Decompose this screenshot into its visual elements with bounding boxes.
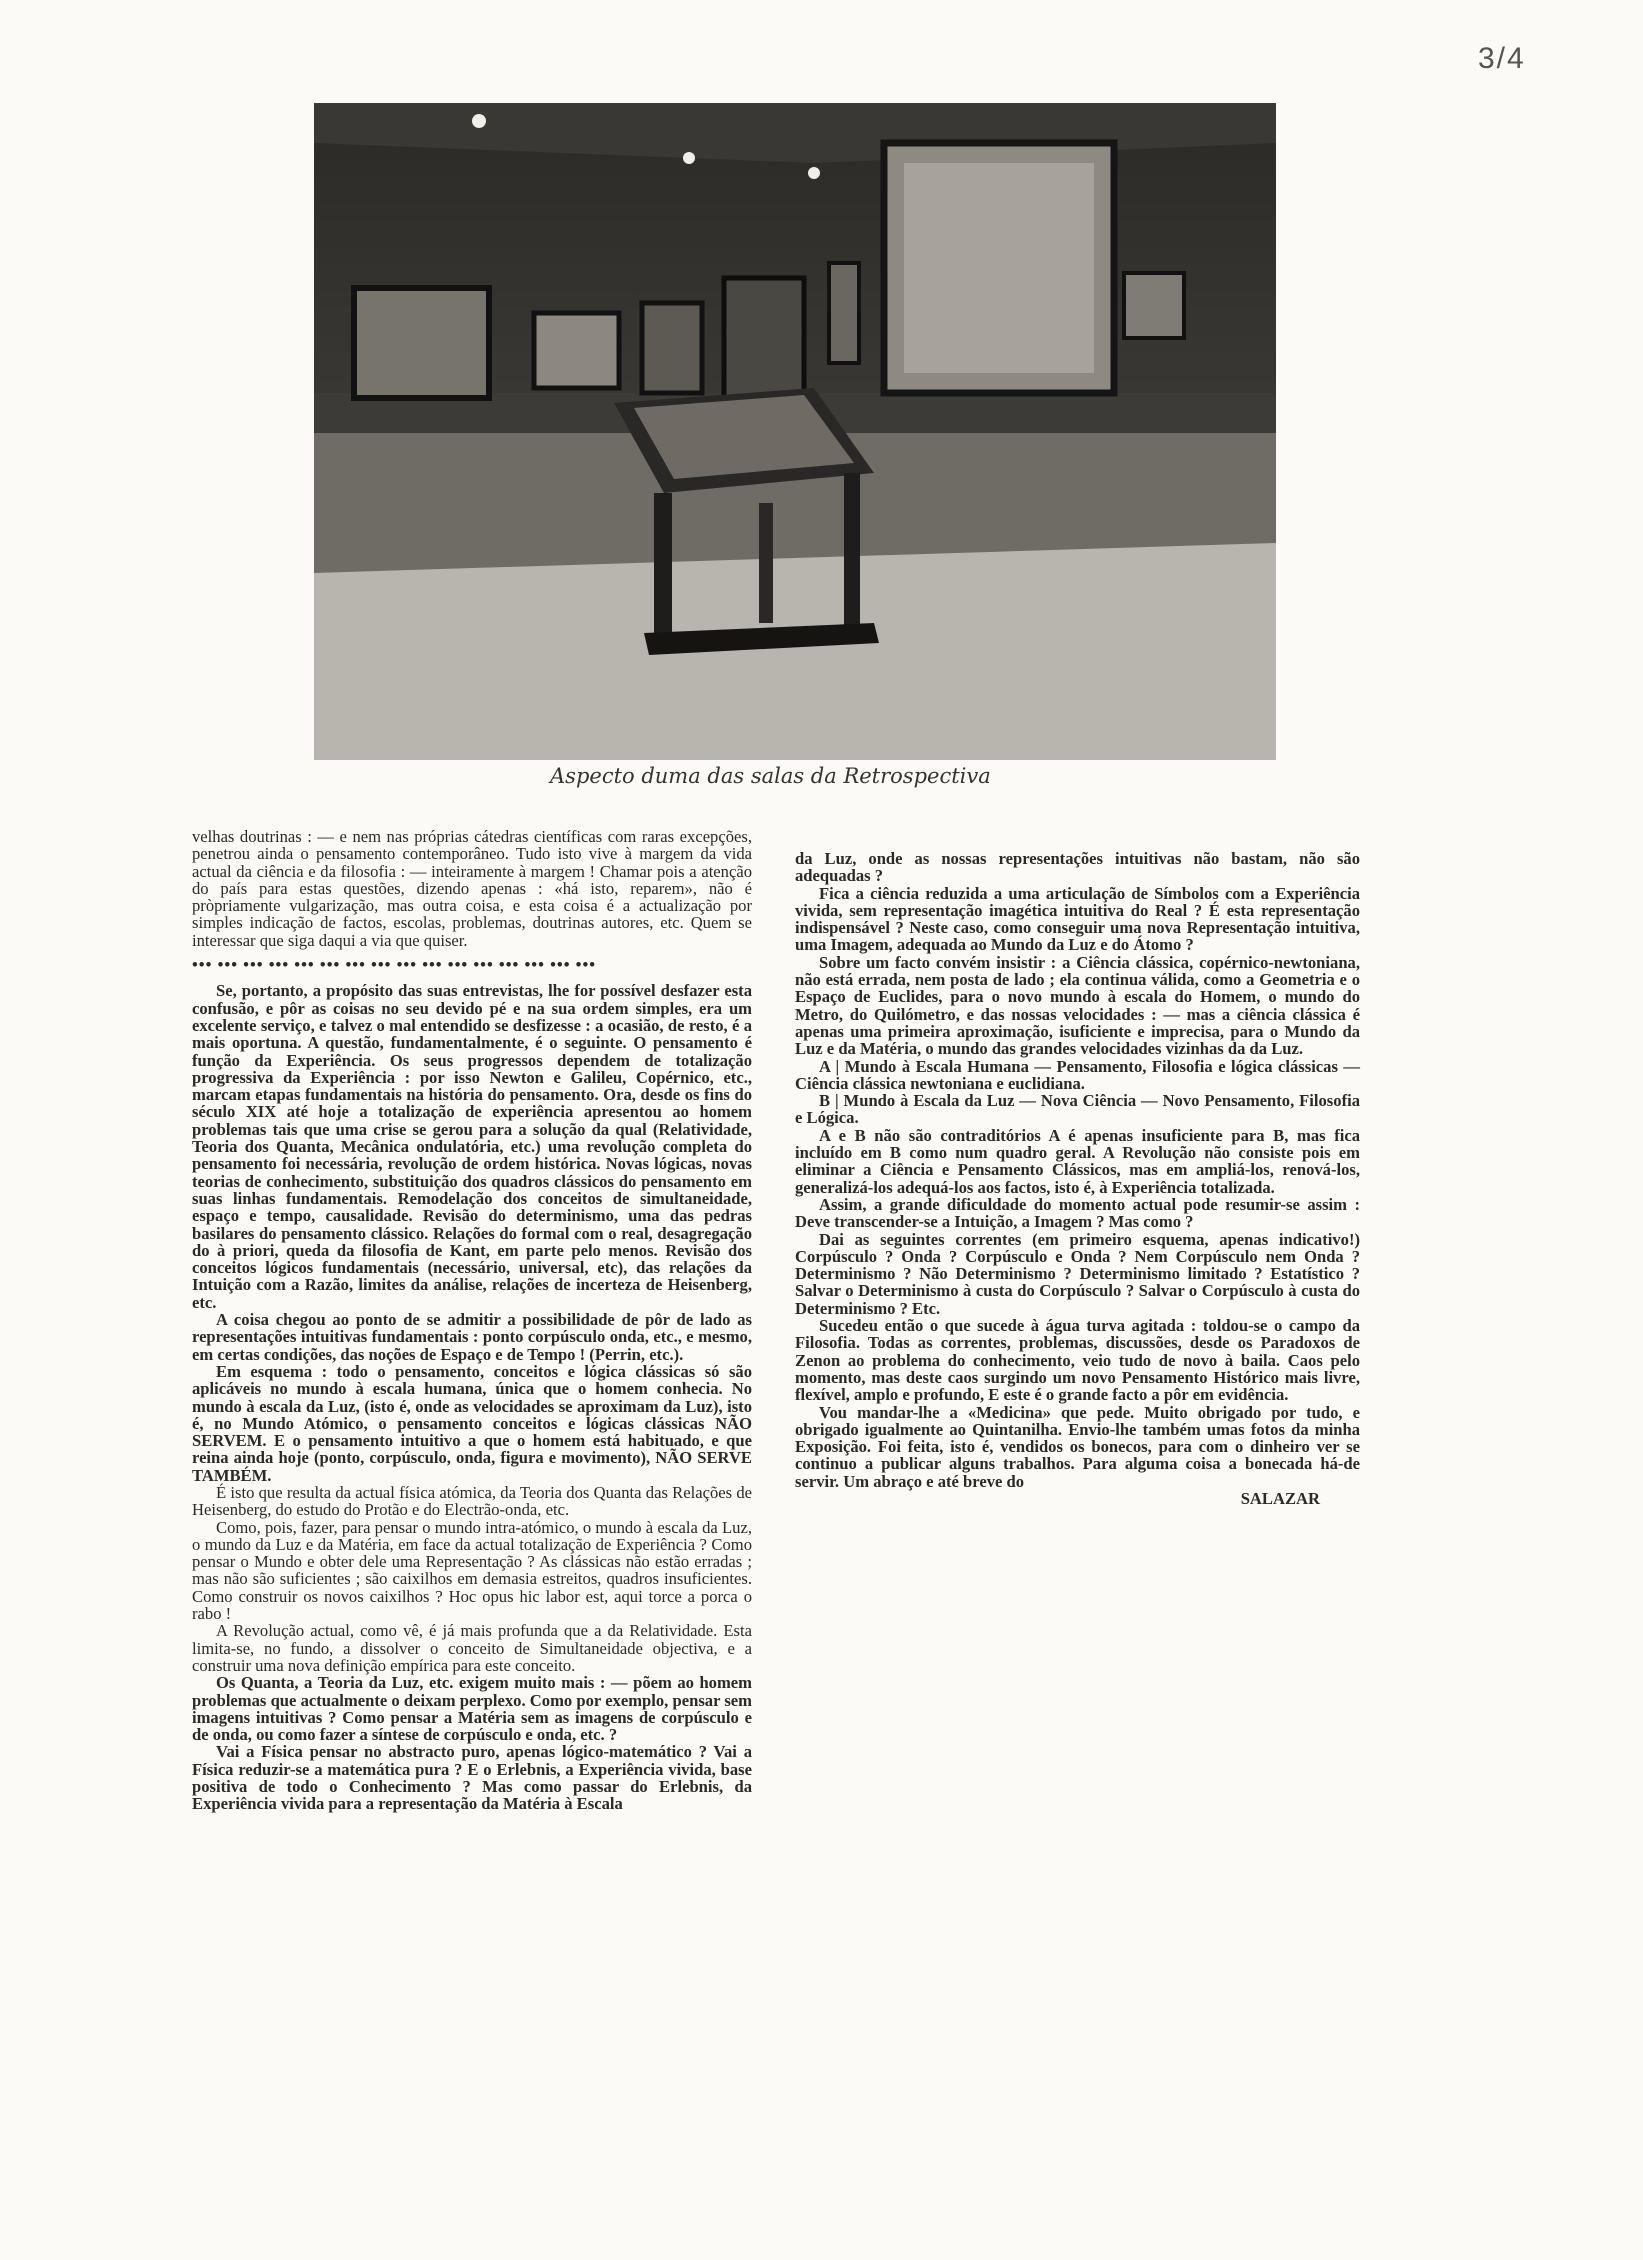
paragraph: A coisa chegou ao ponto de se admitir a possibilidade de pôr de lado as representações intuitivas fundamentais : ponto corpúsculo onda, etc., e mesmo, em certas condições, das noções de Espaço e de Tempo ! (Perrin, etc.). [192,1310,752,1364]
paragraph: Vai a Física pensar no abstracto puro, apenas lógico-matemático ? Vai a Física reduzir-se a matemática pura ? E o Erlebnis, a Experiência vivida, base positiva de todo o Conhecimento ? Mas como passar do Erlebnis, da Experiência vivida para a representação da Matéria à Escala [192,1742,752,1814]
paragraph: da Luz, onde as nossas representações intuitivas não bastam, não são adequadas ? [795,849,1360,886]
paragraph: Se, portanto, a propósito das suas entrevistas, lhe for possível desfazer esta confusão, e pôr as coisas no seu devido pé e na sua ordem simples, era um excelente serviço, e talvez o mal entendido se desfizesse : a ocasião, de resto, é a mais oportuna. A questão, fundamentalmente, é o seguinte. O pensamento é função da Experiência. Os seus progressos dependem de totalização progressiva da Experiência : por isso Newton e Galileu, Copérnico, etc., marcam etapas fundamentais na história do pensamento. Ora, desde os fins do século XIX até hoje a totalização de experiência apresentou ao homem problemas tais que uma crise se gerou para a solução da qual (Relatividade, Teoria dos Quanta, Mecânica ondulatória, etc.) uma revolução completa do pensamento foi necessária, revolução de ordem histórica. Novas lógicas, novas teorias de conhecimento, substituição dos quadros clássicos do pensamento em suas linhas fundamentais. Remodelação dos conceitos de simultaneidade, espaço e tempo, causalidade. Revisão do determinismo, uma das pedras basilares do pensamento clássico. Relações do formal com o real, desagregação do à priori, queda da filosofia de Kant, em parte pelo menos. Revisão dos conceitos lógicos fundamentais (necessário, universal, etc), das relações da Intuição com a Razão, limites da análise, relações de incerteza de Heisenberg, etc. [192,981,752,1312]
paragraph: Vou mandar-lhe a «Medicina» que pede. Muito obrigado por tudo, e obrigado igualmente ao Quintanilha. Envio-lhe também umas fotos da minha Exposição. Foi feita, isto é, vendidos os bonecos, para com o dinheiro ver se continuo a publicar alguns trabalhos. Para alguma coisa a bonecada há-de servir. Um abraço e até breve do [795,1402,1360,1491]
paragraph: Os Quanta, a Teoria da Luz, etc. exigem muito mais : — põem ao homem problemas que actualmente o deixam perplexo. Como por exemplo, pensar sem imagens intuitivas ? Como pensar a Matéria sem as imagens de corpúsculo e de onda, ou como fazer a síntese de corpúsculo e onda, etc. ? [192,1673,752,1745]
paragraph: A Revolução actual, como vê, é já mais profunda que a da Relatividade. Esta limita-se, no fundo, a dissolver o conceito de Simultaneidade objectiva, e a construir uma nova definição empírica para este conceito. [192,1621,752,1675]
article-column-right [795,850,1360,1507]
exhibition-hall-photo [314,103,1276,760]
paragraph: velhas doutrinas : — e nem nas próprias cátedras científicas com raras excepções, penetrou ainda o pensamento contemporâneo. Tudo isto vive à margem da vida actual da ciência e da filosofia : — inteiramente à margem ! Chamar pois a atenção do país para estas questões, dizendo apenas : «há isto, reparem», não é pròpriamente vulgarização, mas outra coisa, e esta coisa é a actualização por simples indicação de factos, escolas, problemas, doutrinas autores, etc. Quem se interessar que siga daqui a via que quiser. [192,827,752,950]
paragraph: Como, pois, fazer, para pensar o mundo intra-atómico, o mundo à escala da Luz, o mundo da Luz e da Matéria, em face da actual totalização de Experiência ? Como pensar o Mundo e obter dele uma Representação ? As clássicas não estão erradas ; mas não são suficientes ; são caixilhos em demasia estreitos, quadros insuficientes. Como construir os novos caixilhos ? Hoc opus hic labor est, aqui torce a porca o rabo ! [192,1517,752,1624]
gallery-room-image [314,103,1276,760]
author-signature: SALAZAR [1240,1488,1320,1508]
paragraph: A | Mundo à Escala Humana — Pensamento, Filosofia e lógica clássicas — Ciência clássica newtoniana e euclidiana. [795,1056,1360,1093]
paragraph: Fica a ciência reduzida a uma articulação de Símbolos com a Experiência vivida, sem representação imagética intuitiva do Real ? É esta representação indispensável ? Neste caso, como conseguir uma nova Representação intuitiva, uma Imagem, adequada ao Mundo da Luz e do Átomo ? [795,883,1360,955]
paragraph: B | Mundo à Escala da Luz — Nova Ciência — Novo Pensamento, Filosofia e Lógica. [795,1091,1360,1128]
paragraph: Em esquema : todo o pensamento, conceitos e lógica clássicas só são aplicáveis no mundo à escala humana, única que o homem conhecia. No mundo à escala da Luz, (isto é, onde as velocidades se aproximam da Luz), isto é, no Mundo Atómico, o pensamento conceitos e lógicas clássicas NÃO SERVEM. E o pensamento intuitivo a que o homem está habituado, e que reina ainda hoje (ponto, corpúsculo, onda, figura e movimento), NÃO SERVE TAMBÉM. [192,1361,752,1485]
photo-caption: Aspecto duma das salas da Retrospectiva [550,764,991,788]
paragraph: É isto que resulta da actual física atómica, da Teoria dos Quanta das Relações de Heisenberg, do estudo do Protão e do Electrão-onda, etc. [192,1482,752,1520]
paragraph: Dai as seguintes correntes (em primeiro esquema, apenas indicativo!) Corpúsculo ? Onda ? Corpúsculo e Onda ? Nem Corpúsculo nem Onda ? Determinismo ? Não Determinismo ? Determinismo limitado ? Estatístico ? Salvar o Determinismo à custa do Corpúsculo ? Salvar o Corpúsculo à custa do Determinismo ? Etc. [795,1229,1360,1318]
paragraph: Sucedeu então o que sucede à água turva agitada : toldou-se o campo da Filosofia. Todas as correntes, problemas, discussões, desde os Paradoxos de Zenon ao problema do conhecimento, veio tudo de novo à baila. Caos pelo momento, mas deste caos surgindo um novo Pensamento Histórico mais livre, flexível, amplo e profundo, E este é o grande facto a pôr em evidência. [795,1316,1360,1405]
paragraph-separator: ••• ••• ••• ••• ••• ••• ••• ••• ••• ••• ••• ••• ••• ••• ••• ••• [192,956,597,974]
paragraph: Sobre um facto convém insistir : a Ciência clássica, copérnico-newtoniana, não está errada, nem posta de lado ; ela continua válida, como a Geometria e o Espaço de Euclides, para o novo mundo à escala do Homem, o mundo do Metro, do Quilómetro, e das nossas velocidades : — mas a ciência clássica é apenas uma primeira aproximação, isuficiente e imprecisa, para o Mundo da Luz e da Matéria, o mundo das grandes velocidades vizinhas da da Luz. [795,952,1360,1059]
paragraph: A e B não são contraditórios A é apenas insuficiente para B, mas fica incluído em B como num quadro geral. A Revolução não consiste pois em eliminar a Ciência e Pensamento Clássicos, mas em ampliá-los, renová-los, generalizá-los adequá-los aos factos, isto é, à Experiência totalizada. [795,1125,1360,1197]
article-column-left [192,828,752,1813]
page-number: 3/4 [1478,42,1526,75]
paragraph: Assim, a grande dificuldade do momento actual pode resumir-se assim : Deve transcender-se a Intuição, a Imagem ? Mas como ? [795,1194,1360,1232]
